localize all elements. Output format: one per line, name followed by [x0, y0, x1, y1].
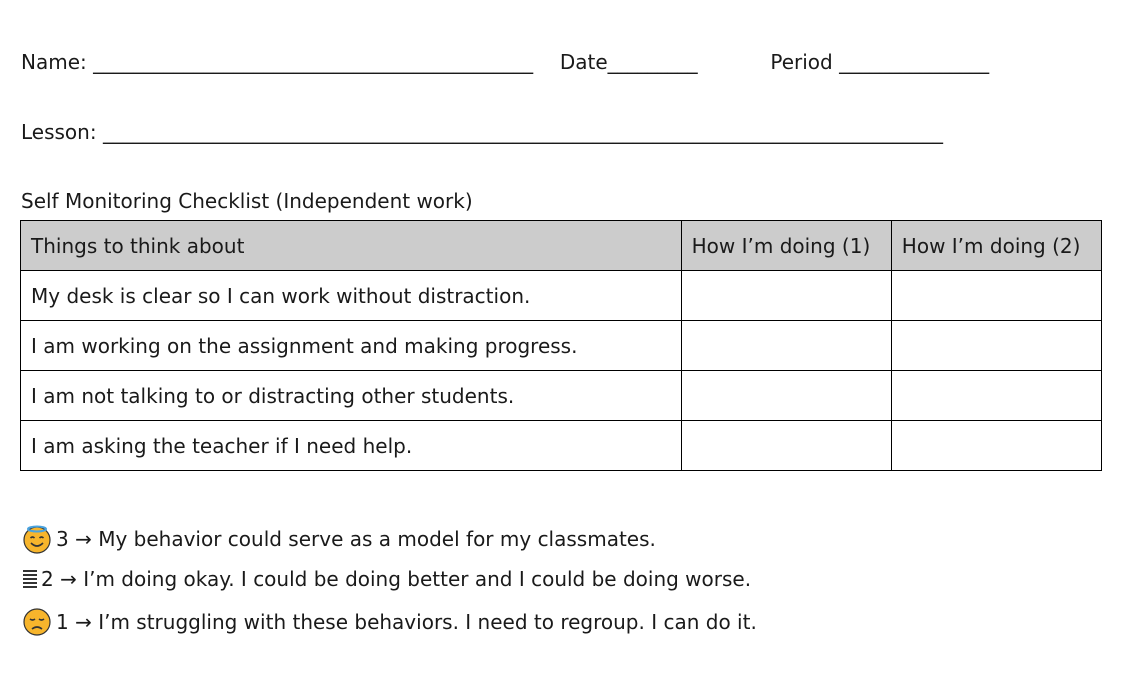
checklist-item: I am asking the teacher if I need help. — [21, 421, 682, 471]
self-monitoring-table — [20, 220, 1102, 471]
table-header-row — [21, 221, 1102, 271]
checklist-caption: Self Monitoring Checklist (Independent work) — [21, 189, 473, 213]
checklist-item: My desk is clear so I can work without distraction. — [21, 271, 682, 321]
stacked-bars-icon — [22, 569, 38, 589]
rating-cell-2[interactable] — [891, 371, 1101, 421]
rating-cell-2[interactable] — [891, 421, 1101, 471]
period-field-blank[interactable]: _______________ — [839, 50, 990, 74]
smiling-halo-face-icon — [22, 524, 52, 554]
column-header-doing-1: How I’m doing (1) — [681, 221, 891, 271]
table-row — [21, 371, 1102, 421]
rating-cell-2[interactable] — [891, 271, 1101, 321]
lesson-field-blank[interactable]: ____________________________________________________________________________________ — [102, 120, 943, 144]
rating-cell-2[interactable] — [891, 321, 1101, 371]
table-row — [21, 421, 1102, 471]
legend-text: 1 → I’m struggling with these behaviors. I need to regroup. I can do it. — [56, 610, 757, 634]
legend-item-3 — [22, 524, 656, 554]
rating-cell-1[interactable] — [681, 271, 891, 321]
legend-text: 3 → My behavior could serve as a model for my classmates. — [56, 527, 656, 551]
table-row — [21, 271, 1102, 321]
rating-cell-1[interactable] — [681, 321, 891, 371]
period-label: Period — [770, 50, 833, 74]
date-label: Date — [559, 50, 608, 74]
name-field-blank[interactable]: ____________________________________________ — [93, 50, 534, 74]
name-date-period-row — [21, 50, 989, 74]
checklist-item: I am working on the assignment and making progress. — [21, 321, 682, 371]
legend-item-2 — [22, 567, 751, 591]
rating-cell-1[interactable] — [681, 371, 891, 421]
legend-text: 2 → I’m doing okay. I could be doing better and I could be doing worse. — [41, 567, 752, 591]
lesson-label: Lesson: — [21, 120, 97, 144]
lesson-row — [21, 120, 943, 144]
table-row — [21, 321, 1102, 371]
name-label: Name: — [21, 50, 87, 74]
disappointed-face-icon — [22, 607, 52, 637]
rating-cell-1[interactable] — [681, 421, 891, 471]
date-field-blank[interactable]: _________ — [607, 50, 698, 74]
column-header-doing-2: How I’m doing (2) — [891, 221, 1101, 271]
legend-item-1 — [22, 607, 757, 637]
column-header-things: Things to think about — [21, 221, 682, 271]
checklist-item: I am not talking to or distracting other students. — [21, 371, 682, 421]
